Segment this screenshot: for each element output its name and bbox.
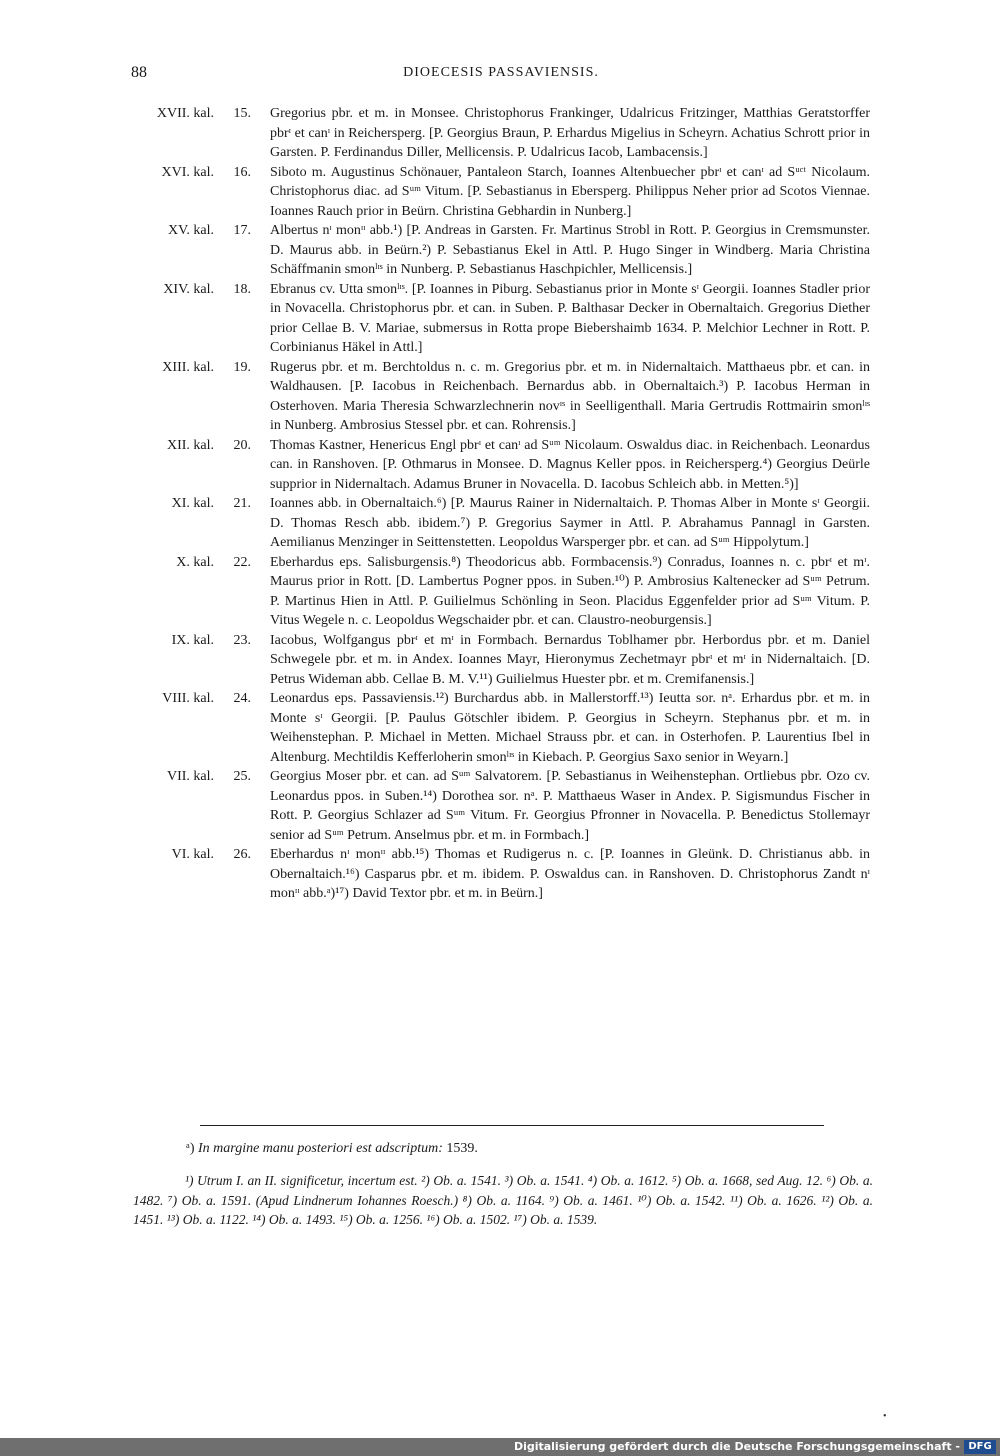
page-title: DIOECESIS PASSAVIENSIS. bbox=[403, 65, 599, 80]
footnote-a bbox=[186, 1139, 876, 1159]
entry-text: Ebranus cv. Utta smonˡᶦˢ. [P. Ioannes in Piburg. Sebastianus prior in Monte sᶦ Georgii. Ioannes Stadler prior in Novacella. Christophorus pbr. et can. in Suben. P. Balthasar Decker in Obernaltaich. Gregorius Diether prior Cellae B. V. Mariae, submersus in Rotta prope Biebershaimb 1634. P. Melchior Lechner in Rott. P. Corbinianus Häkel in Attl.] bbox=[270, 281, 870, 355]
calendar-entry bbox=[100, 767, 870, 845]
entry-day-number: 16. bbox=[233, 164, 251, 180]
entry-kalend: IX. kal. bbox=[171, 632, 214, 648]
calendar-entry bbox=[100, 436, 870, 495]
entry-kalend: VI. kal. bbox=[171, 847, 214, 862]
page-number: 88 bbox=[131, 64, 147, 81]
calendar-entry bbox=[100, 221, 870, 280]
calendar-entry bbox=[100, 631, 870, 690]
entry-text: Georgius Moser pbr. et can. ad Sᵘᵐ Salvatorem. [P. Sebastianus in Weihenstephan. Ortliebus pbr. Ozo cv. Leonardus ppos. in Suben.¹⁴) Dorothea sor. nᵃ. P. Matthaeus Waser in Andex. P. Sigismundus Fischer in Rott. P. Georgius Schlazer ad Sᵘᵐ Vitum. Fr. Georgius Pfronner in Novacella. P. Benedictus Stollemayr senior ad Sᵘᵐ Petrum. Anselmus pbr. et m. in Formbach.] bbox=[270, 769, 870, 843]
entry-day-number: 17. bbox=[233, 223, 251, 238]
footnote-a-text: In margine manu posteriori est adscriptum: bbox=[198, 1141, 443, 1156]
footnote-divider bbox=[200, 1125, 824, 1126]
footnote-a-value: 1539. bbox=[446, 1141, 478, 1156]
entry-day-number: 22. bbox=[233, 554, 251, 570]
entry-day-number: 25. bbox=[233, 769, 251, 784]
entry-day-number: 19. bbox=[233, 359, 251, 375]
entry-kalend: XV. kal. bbox=[167, 223, 214, 238]
entry-kalend: XIV. kal. bbox=[163, 281, 214, 297]
entry-text: Siboto m. Augustinus Schönauer, Pantaleon Starch, Ioannes Altenbuecher pbrᶦ et canᶦ ad Sᵘᶜᵗ Nicolaum. Christophorus diac. ad Sᵘᵐ Vitum. [P. Sebastianus in Ebersperg. Philippus Neher prior ad Scotos Viennae. Ioannes Rauch prior in Beürn. Christina Gebhardin in Nunberg.] bbox=[270, 164, 870, 219]
calendar-entry bbox=[100, 280, 870, 358]
entry-kalend: XIII. kal. bbox=[162, 359, 214, 375]
viewer-footer bbox=[0, 1438, 1000, 1456]
calendar-entry bbox=[100, 553, 870, 631]
entry-text: Thomas Kastner, Henericus Engl pbrᶦ et canᶦ ad Sᵘᵐ Nicolaum. Oswaldus diac. in Reichenbach. Leonardus can. in Ranshoven. [P. Othmarus in Monsee. D. Magnus Keller ppos. in Reichersperg.⁴) Georgius Deürle supprior in Nidernaltach. Adamus Bruner in Novacella. D. Iacobus Schleich abb. in Metten.⁵)] bbox=[270, 437, 870, 492]
entry-day-number: 26. bbox=[233, 847, 251, 862]
entry-kalend: XVI. kal. bbox=[161, 164, 214, 180]
calendar-entry bbox=[100, 104, 870, 163]
dfg-logo-icon: DFG bbox=[964, 1440, 996, 1454]
entry-kalend: XVII. kal. bbox=[156, 106, 214, 121]
entry-text: Eberhardus eps. Salisburgensis.⁸) Theodoricus abb. Formbacensis.⁹) Conradus, Ioannes n. c. pbrᶦ et mᶦ. Maurus prior in Rott. [D. Lambertus Pogner ppos. in Suben.¹⁰) P. Ambrosius Kaltenecker ad Sᵘᵐ Petrum. P. Martinus Hien in Attl. P. Guilielmus Schönling in Seon. Placidus Eggenfelder prior ad Sᵘᵐ Vitum. P. Vitus Wegele n. c. Leopoldus Wegschaider pbr. et can. Claustro-neoburgensis.] bbox=[270, 554, 870, 628]
calendar-entry bbox=[100, 494, 870, 553]
entry-kalend: XII. kal. bbox=[166, 437, 214, 453]
entry-day-number: 20. bbox=[233, 437, 251, 453]
entry-kalend: VIII. kal. bbox=[162, 691, 214, 706]
calendar-entry bbox=[100, 689, 870, 767]
entry-day-number: 24. bbox=[233, 691, 251, 706]
footer-credit: Digitalisierung gefördert durch die Deutsche Forschungsgemeinschaft - bbox=[513, 1440, 960, 1453]
footnote-a-marker: ᵃ) bbox=[186, 1141, 195, 1156]
entry-kalend: VII. kal. bbox=[166, 769, 214, 784]
entry-day-number: 21. bbox=[233, 496, 251, 511]
entry-text: Ioannes abb. in Obernaltaich.⁶) [P. Maurus Rainer in Nidernaltaich. P. Thomas Alber in Monte sᶦ Georgii. D. Thomas Resch abb. ibidem.⁷) P. Gregorius Saymer in Attl. P. Abrahamus Pannagl in Garsten. Aemilianus Menzinger in Seittenstetten. Leopoldus Warsperger pbr. et can. ad Sᵘᵐ Hippolytum.] bbox=[270, 496, 870, 550]
calendar-entry bbox=[100, 358, 870, 436]
entry-text: Rugerus pbr. et m. Berchtoldus n. c. m. Gregorius pbr. et m. in Nidernaltaich. Matthaeus pbr. et can. in Waldhausen. [P. Iacobus in Reichenbach. Bernardus abb. in Obernaltaich.³) P. Iacobus Herman in Osterhoven. Maria Theresia Schwarzlechnerin novᶦˢ in Seelligenthall. Maria Gertrudis Rottmairin smonˡᶦˢ in Nunberg. Ambrosius Stessel pbr. et can. Rohrensis.] bbox=[270, 359, 870, 433]
entry-kalend: XI. kal. bbox=[171, 496, 214, 511]
entry-text: Iacobus, Wolfgangus pbrᶦ et mᶦ in Formbach. Bernardus Toblhamer pbr. Herbordus pbr. et m. Daniel Schwegele pbr. et m. in Andex. Ioannes Mayr, Hieronymus Zechetmayr pbrᶦ et mᶦ in Nidernaltaich. [D. Petrus Wideman abb. Cellae B. M. V.¹¹) Guilielmus Huester pbr. et m. Cremifanensis.] bbox=[270, 632, 870, 687]
entry-text: Albertus nᶦ monᶦᶦ abb.¹) [P. Andreas in Garsten. Fr. Martinus Strobl in Rott. P. Georgius in Cremsmunster. D. Maurus abb. in Beürn.²) P. Sebastianus Ekel in Attl. P. Hugo Singer in Windberg. Maria Christina Schäffmanin smonˡᶦˢ in Nunberg. P. Sebastianus Haschpichler, Mellicensis.] bbox=[270, 223, 870, 277]
calendar-entry bbox=[100, 845, 870, 904]
entry-kalend: X. kal. bbox=[176, 554, 214, 570]
calendar-entry bbox=[100, 163, 870, 222]
entry-text: Eberhardus nᶦ monᶦᶦ abb.¹⁵) Thomas et Rudigerus n. c. [P. Ioannes in Gleünk. D. Christianus abb. in Obernaltaich.¹⁶) Casparus pbr. et m. ibidem. P. Oswaldus can. in Ranshoven. D. Christophorus Zandt nᶦ monᶦᶦ abb.ᵃ)¹⁷) David Textor pbr. et m. in Beürn.] bbox=[270, 847, 870, 901]
entry-text: Gregorius pbr. et m. in Monsee. Christophorus Frankinger, Udalricus Fritzinger, Matthias Geratstorffer pbrᶦ et canᶦ in Reichersperg. [P. Georgius Braun, P. Erhardus Migelius in Scheyrn. Achatius Schrott prior in Garsten. P. Ferdinandus Diller, Mellicensis. P. Udalricus Iacob, Lambacensis.] bbox=[270, 106, 870, 160]
speck-mark: • bbox=[883, 1411, 887, 1422]
entry-text: Leonardus eps. Passaviensis.¹²) Burchardus abb. in Mallerstorff.¹³) Ieutta sor. nᵃ. Erhardus pbr. et m. in Monte sᶦ Georgii. [P. Paulus Götschler ibidem. P. Georgius in Scheyrn. Stephanus pbr. et m. in Weihenstephan. P. Michael in Metten. Michael Strauss pbr. et can. in Osterhofen. P. Laurentius Ibel in Altenburg. Mechtildis Kefferloherin smonˡᶦˢ in Kiebach. P. Georgius Saxo senior in Weyarn.] bbox=[270, 691, 870, 765]
calendar-entries bbox=[100, 104, 870, 904]
entry-day-number: 23. bbox=[233, 632, 251, 648]
page-header bbox=[131, 64, 871, 86]
footnotes: ¹) Utrum I. an II. significetur, incertum est. ²) Ob. a. 1541. ³) Ob. a. 1541. ⁴) Ob. a. 1612. ⁵) Ob. a. 1668, sed Aug. 12. ⁶) Ob. a. 1482. ⁷) Ob. a. 1591. (Apud Lindnerum Iohannes Roesch.) ⁸) Ob. a. 1164. ⁹) Ob. a. 1461. ¹⁰) Ob. a. 1542. ¹¹) Ob. a. 1626. ¹²) Ob. a. 1451. ¹³) Ob. a. 1122. ¹⁴) Ob. a. 1493. ¹⁵) Ob. a. 1256. ¹⁶) Ob. a. 1502. ¹⁷) Ob. a. 1539. bbox=[133, 1173, 873, 1227]
entry-day-number: 18. bbox=[233, 281, 251, 297]
entry-day-number: 15. bbox=[233, 106, 251, 121]
